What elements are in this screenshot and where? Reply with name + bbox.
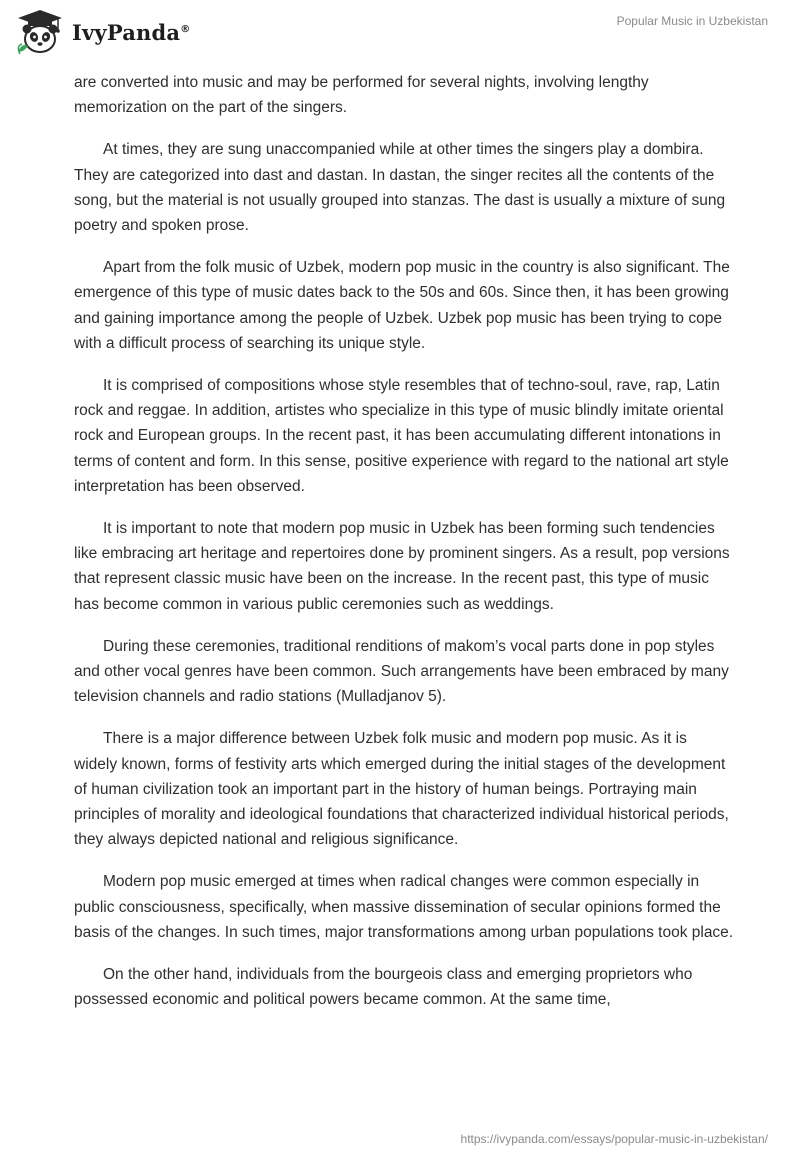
paragraph: At times, they are sung unaccompanied while at other times the singers play a dombira. They are categorized into dast and dastan. In dastan, the singer recites all the contents of the song, but the material is not usually grouped into stanzas. The dast is usually a mixture of sung poetry and spoken prose. bbox=[74, 141, 726, 235]
page-header bbox=[0, 0, 800, 64]
essay-body bbox=[74, 70, 734, 1030]
paragraph: On the other hand, individuals from the bourgeois class and emerging proprietors who possessed economic and political powers became common. At the same time, bbox=[74, 966, 693, 1009]
paragraph: During these ceremonies, traditional renditions of makom’s vocal parts done in pop styles and other vocal genres have been common. Such arrangements have been embraced by many television channels and radio stations (Mulladjanov 5). bbox=[74, 637, 729, 706]
paragraph: Modern pop music emerged at times when radical changes were common especially in public consciousness, specifically, when massive dissemination of secular opinions formed the basis of the changes. In such times, major transformations among urban populations took place. bbox=[74, 873, 734, 941]
paragraph: It is comprised of compositions whose style resembles that of techno-soul, rave, rap, Latin rock and reggae. In addition, artistes who specialize in this type of music blindly imitate oriental rock and European groups. In the recent past, it has been accumulating different intonations in terms of content and form. In this sense, positive experience with regard to the national art style interpretation has been observed. bbox=[74, 377, 729, 495]
ivypanda-logo[interactable] bbox=[14, 8, 190, 56]
document-title: Popular Music in Uzbekistan bbox=[616, 14, 768, 28]
paragraph: are converted into music and may be performed for several nights, involving lengthy memorization on the part of the singers. bbox=[74, 74, 649, 117]
panda-graduate-icon bbox=[14, 8, 66, 56]
paragraph: It is important to note that modern pop music in Uzbek has been forming such tendencies like embracing art heritage and repertoires done by prominent singers. As a result, pop versions that represent classic music have been on the increase. In the recent past, this type of music has become common in various public ceremonies such as weddings. bbox=[74, 520, 730, 613]
paragraph: Apart from the folk music of Uzbek, modern pop music in the country is also significant. The emergence of this type of music dates back to the 50s and 60s. Since then, it has been growing and gaining importance among the people of Uzbek. Uzbek pop music has been trying to cope with a difficult process of searching its unique style. bbox=[74, 259, 730, 352]
logo-text: IvyPanda® bbox=[72, 19, 191, 45]
source-url[interactable]: https://ivypanda.com/essays/popular-music-in-uzbekistan/ bbox=[460, 1132, 768, 1146]
paragraph: There is a major difference between Uzbek folk music and modern pop music. As it is widely known, forms of festivity arts which emerged during the initial stages of the development of human civilization took an important part in the history of human beings. Portraying main principles of morality and ideological foundations that characterized individual historical periods, they always depicted national and religious significance. bbox=[74, 730, 729, 849]
